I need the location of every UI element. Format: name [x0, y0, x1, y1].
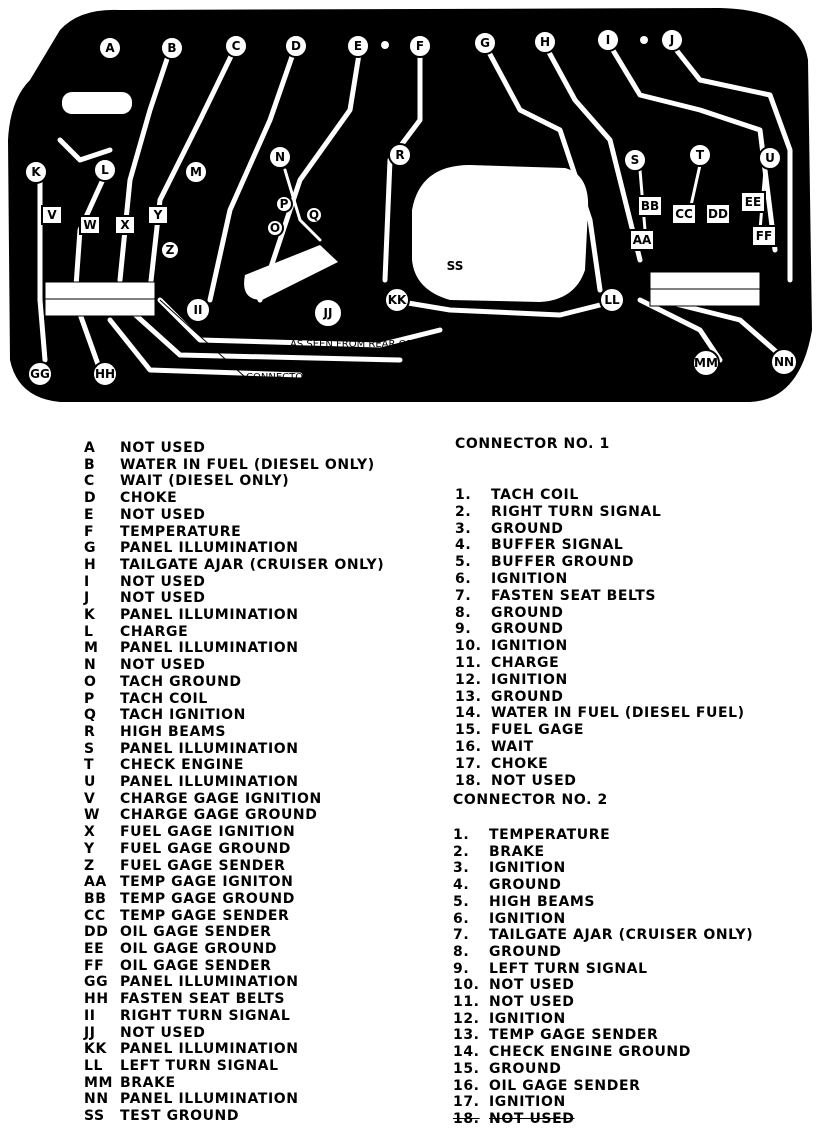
pad-H [534, 31, 556, 53]
pad-code: G [84, 540, 97, 557]
pin-number: 3. [453, 860, 470, 877]
connector-1-block [45, 282, 155, 316]
pad-EE [741, 192, 765, 212]
pin-number: 11. [453, 994, 480, 1010]
pad-code: AA [84, 874, 107, 891]
pad-code: Q [84, 707, 97, 724]
pad-code: I [84, 573, 90, 590]
svg-text:G: G [480, 36, 490, 50]
description: CHECK ENGINE GROUND [489, 1044, 691, 1061]
pad-E [347, 35, 369, 57]
description: TACH COIL [120, 690, 208, 707]
pad-code: II [84, 1007, 96, 1024]
svg-text:LL: LL [604, 293, 620, 307]
svg-text:W: W [83, 218, 97, 232]
description: HIGH BEAMS [489, 893, 596, 910]
pad-R [389, 144, 411, 166]
svg-text:S: S [630, 153, 640, 167]
description: IGNITION [489, 860, 566, 877]
description: NOT USED [489, 994, 575, 1010]
pad-Z [161, 241, 179, 259]
svg-text:FF: FF [755, 229, 773, 243]
description: TAILGATE AJAR (CRUISER ONLY) [489, 927, 754, 944]
pad-code: H [84, 556, 97, 573]
description: TEMP GAGE IGNITON [120, 874, 294, 891]
svg-text:J: J [669, 33, 675, 47]
svg-text:D: D [291, 39, 301, 53]
description: NOT USED [120, 657, 206, 674]
description: GROUND [491, 621, 564, 638]
svg-text:E: E [353, 39, 363, 53]
pad-code: NN [84, 1091, 109, 1108]
pad-SS [447, 259, 464, 273]
pad-II [186, 298, 210, 322]
pad-code: GG [84, 974, 109, 991]
svg-text:V: V [47, 208, 57, 222]
pin-number: 5. [455, 554, 472, 571]
pad-code: Y [84, 840, 95, 857]
pad-BB [638, 196, 662, 216]
cluster-circuit-diagram [0, 0, 826, 420]
svg-text:N: N [274, 150, 286, 164]
pin-number: 16. [453, 1077, 480, 1094]
pin-number: 18. [455, 772, 482, 789]
pad-B [161, 37, 183, 59]
pad-code: BB [84, 890, 107, 907]
description: GROUND [489, 877, 562, 894]
pad-V [42, 206, 62, 224]
pad-C [225, 35, 247, 57]
pad-code: U [84, 774, 96, 790]
pad-Q [306, 207, 322, 223]
pin-number: 8. [455, 604, 472, 621]
description: PANEL ILLUMINATION [120, 1091, 299, 1108]
description: CHARGE [120, 623, 189, 640]
description: PANEL ILLUMINATION [120, 774, 299, 790]
board-slot [62, 92, 132, 114]
svg-text:GG: GG [30, 367, 50, 381]
description: WATER IN FUEL (DIESEL ONLY) [120, 456, 375, 473]
pad-T [689, 144, 711, 166]
pad-code: SS [84, 1108, 105, 1124]
pad-code: L [84, 623, 94, 640]
pad-code: F [84, 523, 95, 540]
description: IGNITION [491, 638, 568, 655]
svg-text:U: U [765, 151, 775, 165]
description: TACH GROUND [120, 673, 242, 690]
pad-X [115, 216, 135, 234]
description: CHOKE [491, 755, 549, 772]
pad-code: M [84, 640, 99, 657]
description: LEFT TURN SIGNAL [489, 960, 648, 977]
description: HIGH BEAMS [120, 723, 227, 740]
description: PANEL ILLUMINATION [120, 640, 299, 657]
description: FUEL GAGE SENDER [120, 857, 286, 874]
svg-text:X: X [120, 218, 130, 232]
description: PANEL ILLUMINATION [120, 974, 299, 991]
svg-text:F: F [415, 39, 425, 53]
description: NOT USED [120, 590, 206, 607]
pin-number: 11. [455, 655, 482, 671]
mount-hole [640, 36, 648, 44]
description: TEMPERATURE [489, 827, 611, 843]
pad-HH [93, 362, 117, 386]
pad-Y [148, 206, 168, 224]
description: CHECK ENGINE [120, 757, 245, 774]
svg-text:DD: DD [708, 207, 728, 221]
svg-text:KK: KK [387, 293, 407, 307]
description: CHARGE [491, 655, 560, 671]
description: CHOKE [120, 490, 178, 507]
pin-number: 1. [455, 487, 472, 503]
diagram-caption: AS SEEN FROM REAR OF CLUSTER [290, 339, 461, 350]
description: RIGHT TURN SIGNAL [120, 1007, 291, 1024]
description: IGNITION [489, 910, 566, 927]
mount-hole [381, 41, 389, 49]
description: NOT USED [489, 977, 575, 994]
description: NOT USED [120, 440, 206, 456]
description: TEST GROUND [120, 1108, 240, 1124]
description: GROUND [491, 604, 564, 621]
pad-code: X [84, 824, 96, 841]
pin-number: 10. [453, 977, 480, 994]
description: LEFT TURN SIGNAL [120, 1057, 279, 1074]
svg-text:EE: EE [744, 195, 762, 209]
pad-code: CC [84, 907, 106, 924]
pin-number: 16. [455, 739, 482, 755]
pad-NN [771, 349, 797, 375]
svg-text:II: II [193, 303, 203, 317]
svg-text:C: C [231, 39, 241, 53]
description: FUEL GAGE IGNITION [120, 824, 296, 841]
pad-KK [385, 288, 409, 312]
svg-text:Q: Q [308, 208, 320, 222]
description: BUFFER GROUND [491, 554, 635, 571]
connector-2-callout: CONNECTOR NO. 2 [436, 369, 531, 380]
description: BRAKE [120, 1074, 176, 1091]
pad-code: J [84, 590, 90, 607]
description: IGNITION [489, 1010, 566, 1027]
description: FUEL GAGE [491, 722, 585, 739]
pad-D [285, 35, 307, 57]
description: OIL GAGE SENDER [120, 957, 272, 974]
pad-code: LL [84, 1057, 104, 1074]
pad-G [474, 32, 496, 54]
pad-O [267, 220, 283, 236]
pad-K [25, 161, 47, 183]
svg-text:A: A [105, 41, 115, 55]
svg-text:BB: BB [640, 199, 660, 213]
svg-text:K: K [31, 165, 41, 179]
svg-text:JJ: JJ [323, 306, 333, 320]
pin-number: 9. [453, 960, 470, 977]
pad-code: B [84, 456, 96, 473]
description: TEMP GAGE SENDER [489, 1027, 659, 1044]
pad-CC [672, 204, 696, 224]
pin-number: 6. [455, 571, 472, 587]
pad-code: S [84, 740, 95, 757]
description: NOT USED [491, 772, 577, 789]
pad-code: P [84, 690, 95, 707]
pin-number: 13. [453, 1027, 480, 1044]
description: NOT USED [120, 1024, 206, 1041]
description: FUEL GAGE GROUND [120, 840, 292, 857]
description: WATER IN FUEL (DIESEL FUEL) [491, 705, 745, 722]
pin-number: 2. [453, 843, 470, 860]
pad-code: KK [84, 1041, 107, 1058]
pad-U [759, 147, 781, 169]
pad-L [94, 159, 116, 181]
description: PANEL ILLUMINATION [120, 740, 299, 757]
pad-code: N [84, 657, 97, 674]
pad-S [624, 149, 646, 171]
description: RIGHT TURN SIGNAL [491, 503, 662, 520]
svg-text:MM: MM [694, 356, 718, 370]
description: GROUND [491, 688, 564, 705]
pad-code: T [84, 757, 95, 774]
pin-number: 17. [453, 1094, 480, 1111]
svg-text:L: L [101, 163, 109, 177]
pin-number: 12. [453, 1010, 480, 1027]
pad-code: W [84, 807, 101, 824]
svg-text:NN: NN [773, 355, 795, 369]
description: PANEL ILLUMINATION [120, 607, 299, 623]
description: IGNITION [489, 1094, 566, 1111]
description: OIL GAGE GROUND [120, 941, 278, 957]
pin-number: 5. [453, 893, 470, 910]
pad-code: K [84, 607, 96, 623]
pin-number: 4. [455, 537, 472, 554]
pad-A [99, 37, 121, 59]
svg-text:R: R [395, 148, 405, 162]
pad-M [185, 161, 207, 183]
pad-J [661, 29, 683, 51]
pin-number: 1. [453, 827, 470, 843]
description: GROUND [489, 1060, 562, 1077]
connector-1-callout: CONNECTOR NO. 1 [246, 372, 341, 383]
pin-number: 13. [455, 688, 482, 705]
description: NOT USED [120, 506, 206, 523]
description: FASTEN SEAT BELTS [491, 587, 657, 604]
description: WAIT (DIESEL ONLY) [120, 473, 290, 490]
pad-code: O [84, 673, 97, 690]
svg-text:Y: Y [153, 208, 163, 222]
pad-code: DD [84, 924, 109, 941]
description: PANEL ILLUMINATION [120, 540, 299, 557]
description: PANEL ILLUMINATION [120, 1041, 299, 1058]
description: TEMPERATURE [120, 523, 242, 540]
pad-AA [630, 230, 654, 250]
pad-P [276, 196, 292, 212]
pad-FF [752, 226, 776, 246]
pad-JJ [314, 299, 342, 327]
pin-number: 12. [455, 671, 482, 688]
pin-number: 14. [455, 705, 482, 722]
description: CHARGE GAGE GROUND [120, 807, 318, 824]
svg-text:I: I [605, 33, 611, 47]
description: GROUND [489, 943, 562, 960]
pin-number: 15. [453, 1060, 480, 1077]
connector-1-heading: CONNECTOR NO. 1 [455, 436, 610, 452]
pin-number: 6. [453, 910, 470, 927]
pad-code: A [84, 440, 96, 456]
pad-code: C [84, 473, 95, 490]
pad-LL [600, 288, 624, 312]
pad-F [409, 35, 431, 57]
svg-text:AA: AA [632, 233, 652, 247]
pad-MM [693, 350, 719, 376]
pad-code: MM [84, 1074, 114, 1091]
pad-W [80, 216, 100, 234]
pad-code: EE [84, 941, 105, 957]
svg-text:SS: SS [446, 259, 464, 273]
svg-text:T: T [695, 148, 705, 162]
pad-code: FF [84, 957, 105, 974]
svg-text:Z: Z [165, 243, 175, 257]
description: TEMP GAGE GROUND [120, 890, 295, 907]
pin-number: 7. [453, 927, 470, 944]
pad-code: JJ [84, 1024, 96, 1041]
svg-text:O: O [269, 221, 281, 235]
pin-number: 18. [453, 1110, 480, 1127]
connector-2-block [650, 272, 760, 306]
svg-text:P: P [279, 197, 289, 211]
description: IGNITION [491, 571, 568, 587]
pin-number: 3. [455, 520, 472, 537]
pin-number: 7. [455, 587, 472, 604]
description: TACH IGNITION [120, 707, 246, 724]
svg-text:CC: CC [675, 207, 693, 221]
pad-code: V [84, 790, 96, 807]
pin-number: 2. [455, 503, 472, 520]
pad-code: HH [84, 991, 109, 1008]
description: IGNITION [491, 671, 568, 688]
svg-text:H: H [539, 35, 551, 49]
pin-number: 17. [455, 755, 482, 772]
description: OIL GAGE SENDER [120, 924, 272, 941]
description: BRAKE [489, 843, 545, 860]
description: NOT USED [120, 573, 206, 590]
pad-code: E [84, 506, 95, 523]
description: FASTEN SEAT BELTS [120, 991, 286, 1008]
description: TAILGATE AJAR (CRUISER ONLY) [120, 556, 385, 573]
svg-text:HH: HH [94, 367, 116, 381]
pin-number: 15. [455, 722, 482, 739]
pad-code: D [84, 490, 97, 507]
connector-2-heading: CONNECTOR NO. 2 [453, 792, 608, 808]
pad-DD [706, 204, 730, 224]
svg-text:M: M [190, 165, 202, 179]
description: WAIT [491, 739, 534, 755]
description: CHARGE GAGE IGNITION [120, 790, 322, 807]
pin-number: 9. [455, 621, 472, 638]
description: NOT USED [489, 1110, 575, 1127]
pad-code: Z [84, 857, 95, 874]
pin-number: 14. [453, 1044, 480, 1061]
gauge-cutout [412, 165, 588, 302]
svg-text:B: B [167, 41, 177, 55]
pad-GG [28, 362, 52, 386]
pin-number: 8. [453, 943, 470, 960]
description: BUFFER SIGNAL [491, 537, 624, 554]
pad-I [597, 29, 619, 51]
pin-number: 10. [455, 638, 482, 655]
description: GROUND [491, 520, 564, 537]
pad-N [269, 146, 291, 168]
description: OIL GAGE SENDER [489, 1077, 641, 1094]
description: TACH COIL [491, 487, 579, 503]
pad-code: R [84, 723, 96, 740]
pin-number: 4. [453, 877, 470, 894]
description: TEMP GAGE SENDER [120, 907, 290, 924]
